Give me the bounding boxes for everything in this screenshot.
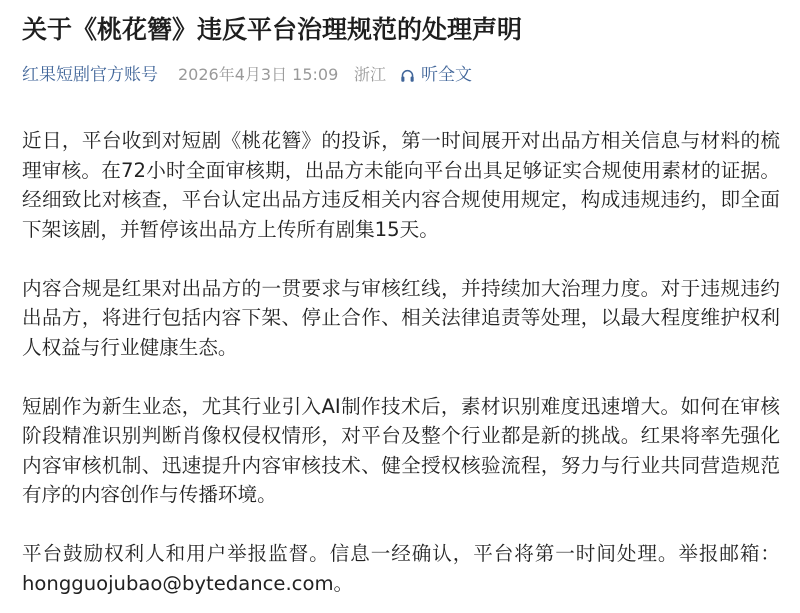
article-title: 关于《桃花簪》违反平台治理规范的处理声明 bbox=[22, 15, 523, 44]
paragraph-line: 下架该剧，并暂停该出品方上传所有剧集15天。 bbox=[22, 217, 439, 241]
listen-label: 听全文 bbox=[421, 65, 472, 85]
article-paragraph bbox=[22, 274, 780, 363]
paragraph-line: 阶段精准识别判断肖像权侵权情形，对平台及整个行业都是新的挑战。红果将率先强化 bbox=[22, 424, 780, 447]
paragraph-line: 经细致比对核查，平台认定出品方违反相关内容合规使用规定，构成违规违约，即全面 bbox=[22, 188, 780, 211]
paragraph-line: 内容合规是红果对出品方的一贯要求与审核红线，并持续加大治理力度。对于违规违约 bbox=[22, 276, 780, 300]
paragraph-line: 出品方，将进行包括内容下架、停止合作、相关法律追责等处理，以最大程度维护权利 bbox=[22, 306, 780, 329]
article-body bbox=[22, 126, 780, 598]
paragraph-line: 人权益与行业健康生态。 bbox=[22, 335, 238, 359]
article-meta bbox=[0, 63, 800, 87]
paragraph-line: 短剧作为新生业态，尤其行业引入AI制作技术后，素材识别难度迅速增大。如何在审核 bbox=[22, 394, 780, 418]
headphones-icon bbox=[400, 68, 415, 83]
article-paragraph bbox=[22, 392, 780, 510]
author-link[interactable]: 红果短剧官方账号 bbox=[22, 65, 158, 85]
paragraph-line: 有序的内容创作与传播环境。 bbox=[22, 483, 277, 506]
publish-time: 2026年4月3日 15:09 bbox=[178, 65, 339, 84]
article-paragraph bbox=[22, 126, 780, 244]
listen-button[interactable] bbox=[400, 63, 472, 87]
report-email: hongguojubao@bytedance.com。 bbox=[22, 571, 354, 595]
paragraph-line: 近日，平台收到对短剧《桃花簪》的投诉，第一时间展开对出品方相关信息与材料的梳 bbox=[22, 129, 780, 152]
paragraph-line: 内容审核机制、迅速提升内容审核技术、健全授权核验流程，努力与行业共同营造规范 bbox=[22, 453, 780, 477]
paragraph-line: 平台鼓励权利人和用户举报监督。信息一经确认，平台将第一时间处理。举报邮箱： bbox=[22, 542, 780, 565]
paragraph-line: 理审核。在72小时全面审核期，出品方未能向平台出具足够证实合规使用素材的证据。 bbox=[22, 158, 780, 182]
article-paragraph bbox=[22, 539, 780, 598]
publish-location: 浙江 bbox=[354, 65, 387, 84]
